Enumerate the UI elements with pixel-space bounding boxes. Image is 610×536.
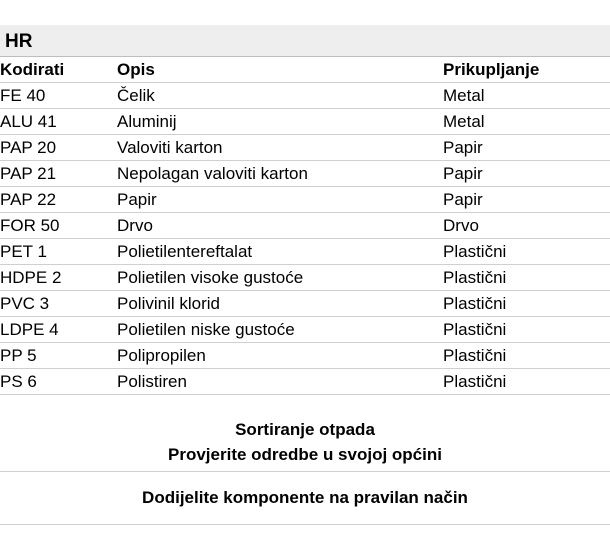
column-header-collection: Prikupljanje xyxy=(443,57,610,83)
column-header-code: Kodirati xyxy=(0,57,117,83)
code-cell: ALU 41 xyxy=(0,109,117,135)
table-header-row xyxy=(0,57,610,83)
table-row xyxy=(0,317,610,343)
code-cell: PAP 22 xyxy=(0,187,117,213)
table-row xyxy=(0,213,610,239)
code-cell: FE 40 xyxy=(0,83,117,109)
code-cell: FOR 50 xyxy=(0,213,117,239)
divider xyxy=(0,524,610,525)
description-cell: Polietilentereftalat xyxy=(117,239,443,265)
table-row xyxy=(0,369,610,395)
description-cell: Papir xyxy=(117,187,443,213)
code-cell: PAP 20 xyxy=(0,135,117,161)
collection-cell: Plastični xyxy=(443,369,610,395)
collection-cell: Drvo xyxy=(443,213,610,239)
collection-cell: Papir xyxy=(443,161,610,187)
code-cell: PP 5 xyxy=(0,343,117,369)
description-cell: Polipropilen xyxy=(117,343,443,369)
collection-cell: Papir xyxy=(443,187,610,213)
code-cell: LDPE 4 xyxy=(0,317,117,343)
table-row xyxy=(0,291,610,317)
description-cell: Čelik xyxy=(117,83,443,109)
assign-components-note: Dodijelite komponente na pravilan način xyxy=(142,488,468,507)
table-row xyxy=(0,343,610,369)
table-row xyxy=(0,187,610,213)
table-row xyxy=(0,239,610,265)
description-cell: Polistiren xyxy=(117,369,443,395)
collection-cell: Plastični xyxy=(443,291,610,317)
column-header-description: Opis xyxy=(117,57,443,83)
collection-cell: Metal xyxy=(443,109,610,135)
table-body xyxy=(0,83,610,395)
description-cell: Aluminij xyxy=(117,109,443,135)
code-cell: PAP 21 xyxy=(0,161,117,187)
collection-cell: Plastični xyxy=(443,265,610,291)
municipality-note: Provjerite odredbe u svojoj općini xyxy=(168,445,442,464)
description-cell: Polivinil klorid xyxy=(117,291,443,317)
description-cell: Nepolagan valoviti karton xyxy=(117,161,443,187)
recycling-codes-table xyxy=(0,57,610,395)
code-cell: PVC 3 xyxy=(0,291,117,317)
collection-cell: Metal xyxy=(443,83,610,109)
language-header xyxy=(0,25,610,57)
table-row xyxy=(0,265,610,291)
table-row xyxy=(0,135,610,161)
description-cell: Valoviti karton xyxy=(117,135,443,161)
collection-cell: Plastični xyxy=(443,239,610,265)
code-cell: PS 6 xyxy=(0,369,117,395)
collection-cell: Papir xyxy=(443,135,610,161)
table-row xyxy=(0,83,610,109)
disposal-notes xyxy=(0,395,610,471)
table-row xyxy=(0,161,610,187)
description-cell: Drvo xyxy=(117,213,443,239)
code-cell: PET 1 xyxy=(0,239,117,265)
collection-cell: Plastični xyxy=(443,343,610,369)
recycling-code-sheet xyxy=(0,25,610,525)
description-cell: Polietilen niske gustoće xyxy=(117,317,443,343)
code-cell: HDPE 2 xyxy=(0,265,117,291)
collection-cell: Plastični xyxy=(443,317,610,343)
description-cell: Polietilen visoke gustoće xyxy=(117,265,443,291)
language-code: HR xyxy=(5,31,33,52)
waste-sorting-note: Sortiranje otpada xyxy=(235,420,375,439)
table-row xyxy=(0,109,610,135)
